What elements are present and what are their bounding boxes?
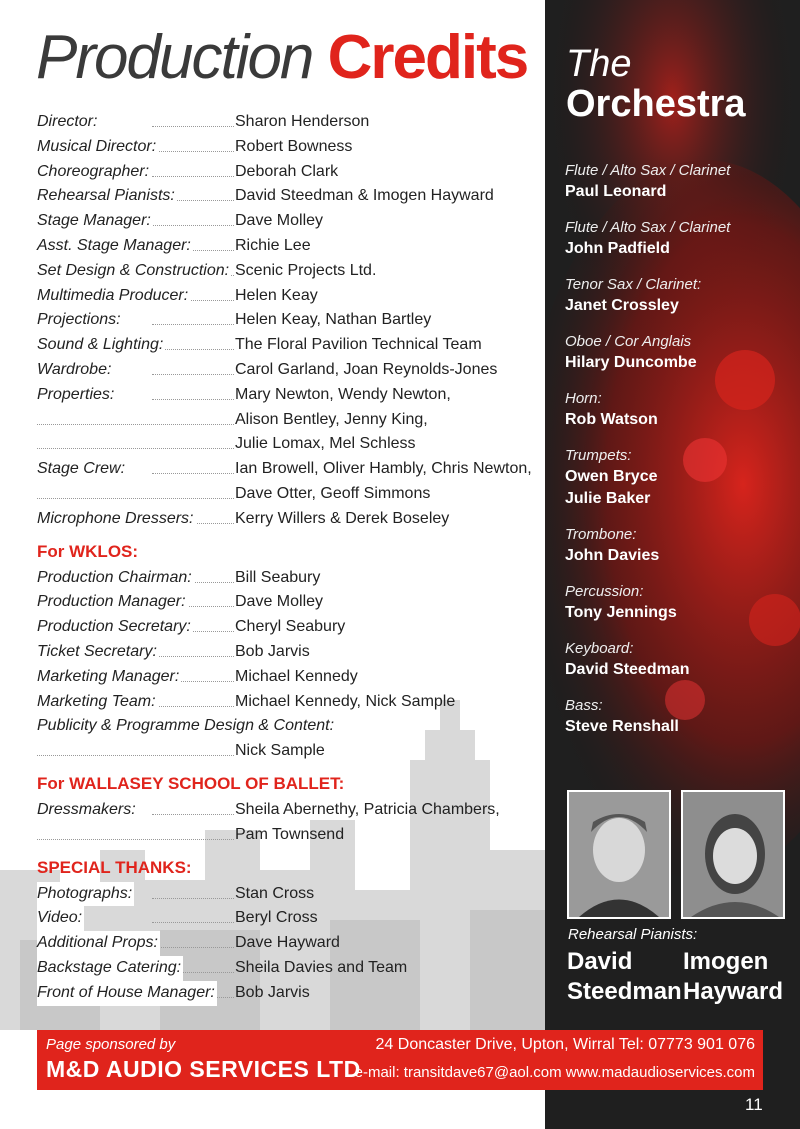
credit-name: Sheila Abernethy, Patricia Chambers,	[235, 800, 500, 818]
player-name: Tony Jennings	[565, 604, 677, 621]
sponsor-name: M&D AUDIO SERVICES LTD	[46, 1056, 361, 1082]
credit-name: Deborah Clark	[235, 162, 339, 180]
credit-role: Asst. Stage Manager:	[37, 234, 193, 259]
credit-name: Mary Newton, Wendy Newton,	[235, 385, 451, 403]
orchestra-heading	[566, 44, 746, 124]
credit-name: Cheryl Seabury	[235, 618, 346, 636]
credit-row	[37, 110, 547, 135]
credit-row	[37, 358, 547, 383]
sponsor-by-label: Page sponsored by	[46, 1036, 176, 1053]
dot-leader	[152, 176, 234, 177]
credit-name: Carol Garland, Joan Reynolds-Jones	[235, 360, 498, 378]
credit-row	[37, 566, 547, 591]
player-name: Julie Baker	[565, 490, 651, 507]
credit-row	[37, 798, 547, 823]
title-light: Production	[36, 23, 313, 92]
player-name: Janet Crossley	[565, 297, 679, 314]
instrument-label: Horn:	[565, 390, 602, 407]
credit-name: Helen Keay, Nathan Bartley	[235, 311, 432, 329]
credits-list	[37, 110, 547, 1006]
credit-row	[37, 615, 547, 640]
instrument-label: Percussion:	[565, 583, 644, 600]
orchestra-group	[565, 274, 795, 317]
credit-row	[37, 956, 547, 981]
page-title	[36, 22, 527, 93]
pianist-imogen-hayward	[683, 947, 783, 1007]
orchestra-group	[565, 160, 795, 203]
credit-role: Projections:	[37, 308, 123, 333]
page-number: 11	[745, 1095, 763, 1114]
orchestra-group	[565, 331, 795, 374]
dot-leader	[152, 922, 234, 923]
credit-row	[37, 931, 547, 956]
pianist-first-name: Imogen	[683, 948, 769, 975]
credit-row	[37, 333, 547, 358]
orchestra-group	[565, 388, 795, 431]
instrument-label: Flute / Alto Sax / Clarinet	[565, 162, 731, 179]
credit-role: Front of House Manager:	[37, 981, 217, 1006]
dot-leader	[152, 706, 234, 707]
credit-row	[37, 823, 547, 848]
dot-leader	[152, 473, 234, 474]
player-name: John Davies	[565, 547, 660, 564]
section-heading: For WKLOS:	[37, 541, 139, 561]
orchestra-group	[565, 695, 795, 738]
credit-role: Rehearsal Pianists:	[37, 184, 177, 209]
photo-imogen-hayward	[681, 790, 785, 919]
credit-role: Marketing Team:	[37, 690, 158, 715]
credit-row	[37, 160, 547, 185]
credit-role: Properties:	[37, 383, 116, 408]
credit-role: Video:	[37, 906, 84, 931]
credit-name: Bob Jarvis	[235, 642, 310, 660]
title-bold: Credits	[327, 23, 528, 92]
player-name: David Steedman	[565, 661, 690, 678]
orchestra-title: Orchestra	[566, 83, 746, 125]
instrument-label: Bass:	[565, 697, 603, 714]
credit-name: Sheila Davies and Team	[235, 958, 408, 976]
credit-name: Stan Cross	[235, 884, 315, 902]
credit-row	[37, 906, 547, 931]
pianist-last-name: Steedman	[567, 978, 682, 1005]
player-name: Steve Renshall	[565, 718, 679, 735]
credit-row	[37, 690, 547, 715]
credit-row	[37, 640, 547, 665]
credit-name: Robert Bowness	[235, 137, 353, 155]
credit-name: Richie Lee	[235, 236, 311, 254]
credit-role: Musical Director:	[37, 135, 158, 160]
credit-row	[37, 739, 547, 764]
credit-role: Dressmakers:	[37, 798, 138, 823]
section-heading: SPECIAL THANKS:	[37, 857, 192, 877]
credit-name: Sharon Henderson	[235, 113, 370, 130]
credit-role: Sound & Lighting:	[37, 333, 165, 358]
credit-row	[37, 590, 547, 615]
credit-role: Microphone Dressers:	[37, 507, 196, 532]
sponsor-banner	[37, 1030, 763, 1090]
credit-name: Helen Keay	[235, 286, 318, 304]
credit-role: Production Secretary:	[37, 615, 193, 640]
player-name: Owen Bryce	[565, 468, 658, 485]
dot-leader	[152, 126, 234, 127]
credit-role: Stage Manager:	[37, 209, 153, 234]
orchestra-group	[565, 638, 795, 681]
sponsor-address: 24 Doncaster Drive, Upton, Wirral Tel: 07773 901 076	[375, 1036, 755, 1053]
dot-leader	[152, 898, 234, 899]
credit-name: Beryl Cross	[235, 909, 318, 927]
section-heading: For WALLASEY SCHOOL OF BALLET:	[37, 773, 345, 793]
orchestra-group	[565, 524, 795, 567]
sponsor-contact: e-mail: transitdave67@aol.com www.madaudioservices.com	[354, 1064, 755, 1081]
credit-row	[37, 665, 547, 690]
credit-row	[37, 135, 547, 160]
credit-row	[37, 714, 547, 739]
dot-leader	[37, 498, 234, 499]
dot-leader	[152, 225, 234, 226]
dot-leader	[152, 151, 234, 152]
dot-leader	[152, 374, 234, 375]
credit-row	[37, 507, 547, 532]
credit-role: Additional Props:	[37, 931, 160, 956]
credit-name: The Floral Pavilion Technical Team	[235, 336, 482, 354]
credit-role: Production Chairman:	[37, 566, 194, 591]
instrument-label: Tenor Sax / Clarinet:	[565, 276, 702, 293]
credit-name: Dave Molley	[235, 212, 324, 230]
credit-name: Michael Kennedy, Nick Sample	[235, 692, 456, 710]
pianist-first-name: David	[567, 948, 633, 975]
credit-name: Julie Lomax, Mel Schless	[235, 435, 416, 453]
credit-role: Production Manager:	[37, 590, 188, 615]
instrument-label: Flute / Alto Sax / Clarinet	[565, 219, 731, 236]
rehearsal-pianists-label: Rehearsal Pianists:	[568, 926, 698, 943]
credit-role: Backstage Catering:	[37, 956, 183, 981]
orchestra-group	[565, 445, 795, 510]
dot-leader	[152, 814, 234, 815]
credit-row	[37, 234, 547, 259]
credit-row	[37, 432, 547, 457]
credit-row	[37, 259, 547, 284]
credit-role: Photographs:	[37, 882, 134, 907]
player-name: John Padfield	[565, 240, 670, 257]
credit-row	[37, 408, 547, 433]
credit-row	[37, 284, 547, 309]
credit-name: Alison Bentley, Jenny King,	[235, 410, 428, 428]
instrument-label: Keyboard:	[565, 640, 634, 657]
orchestra-list	[565, 160, 795, 752]
credit-name: Michael Kennedy	[235, 667, 358, 685]
credit-role: Director:	[37, 110, 99, 135]
credit-row	[37, 981, 547, 1006]
dot-leader	[37, 424, 234, 425]
credit-name: Pam Townsend	[235, 825, 345, 843]
credit-row	[37, 383, 547, 408]
credit-role: Stage Crew:	[37, 457, 127, 482]
credit-role: Ticket Secretary:	[37, 640, 159, 665]
credit-row	[37, 482, 547, 507]
credit-row	[37, 209, 547, 234]
credit-name: Kerry Willers & Derek Boseley	[235, 509, 450, 527]
credit-name: Dave Hayward	[235, 934, 340, 952]
credit-name: Ian Browell, Oliver Hambly, Chris Newton,	[235, 460, 532, 478]
instrument-label: Oboe / Cor Anglais	[565, 333, 692, 350]
dot-leader	[37, 839, 234, 840]
photo-david-steedman	[567, 790, 671, 919]
credit-name: Bob Jarvis	[235, 983, 310, 1001]
pianist-david-steedman	[567, 947, 682, 1007]
credit-role: Marketing Manager:	[37, 665, 181, 690]
instrument-label: Trumpets:	[565, 447, 632, 464]
credit-row	[37, 184, 547, 209]
credit-row	[37, 308, 547, 333]
dot-leader	[152, 399, 234, 400]
credit-name: Dave Otter, Geoff Simmons	[235, 484, 431, 502]
player-name: Paul Leonard	[565, 183, 667, 200]
orchestra-the: The	[566, 43, 632, 85]
pianist-last-name: Hayward	[683, 978, 784, 1005]
dot-leader	[37, 448, 234, 449]
dot-leader	[152, 947, 234, 948]
credit-role: Choreographer:	[37, 160, 151, 185]
credit-role: Set Design & Construction:	[37, 259, 231, 284]
credit-name: Nick Sample	[235, 742, 325, 760]
credit-name: David Steedman & Imogen Hayward	[235, 187, 494, 205]
dot-leader	[37, 755, 234, 756]
dot-leader	[152, 324, 234, 325]
credit-row	[37, 457, 547, 482]
credit-name: Dave Molley	[235, 593, 324, 611]
credit-role: Wardrobe:	[37, 358, 113, 383]
instrument-label: Trombone:	[565, 526, 637, 543]
orchestra-group	[565, 581, 795, 624]
credit-name: Scenic Projects Ltd.	[235, 261, 377, 279]
player-name: Rob Watson	[565, 411, 658, 428]
player-name: Hilary Duncombe	[565, 354, 697, 371]
credit-name: Bill Seabury	[235, 568, 321, 586]
orchestra-group	[565, 217, 795, 260]
credit-role: Publicity & Programme Design & Content:	[37, 714, 336, 739]
dot-leader	[152, 656, 234, 657]
credit-role: Multimedia Producer:	[37, 284, 190, 309]
credit-row	[37, 882, 547, 907]
